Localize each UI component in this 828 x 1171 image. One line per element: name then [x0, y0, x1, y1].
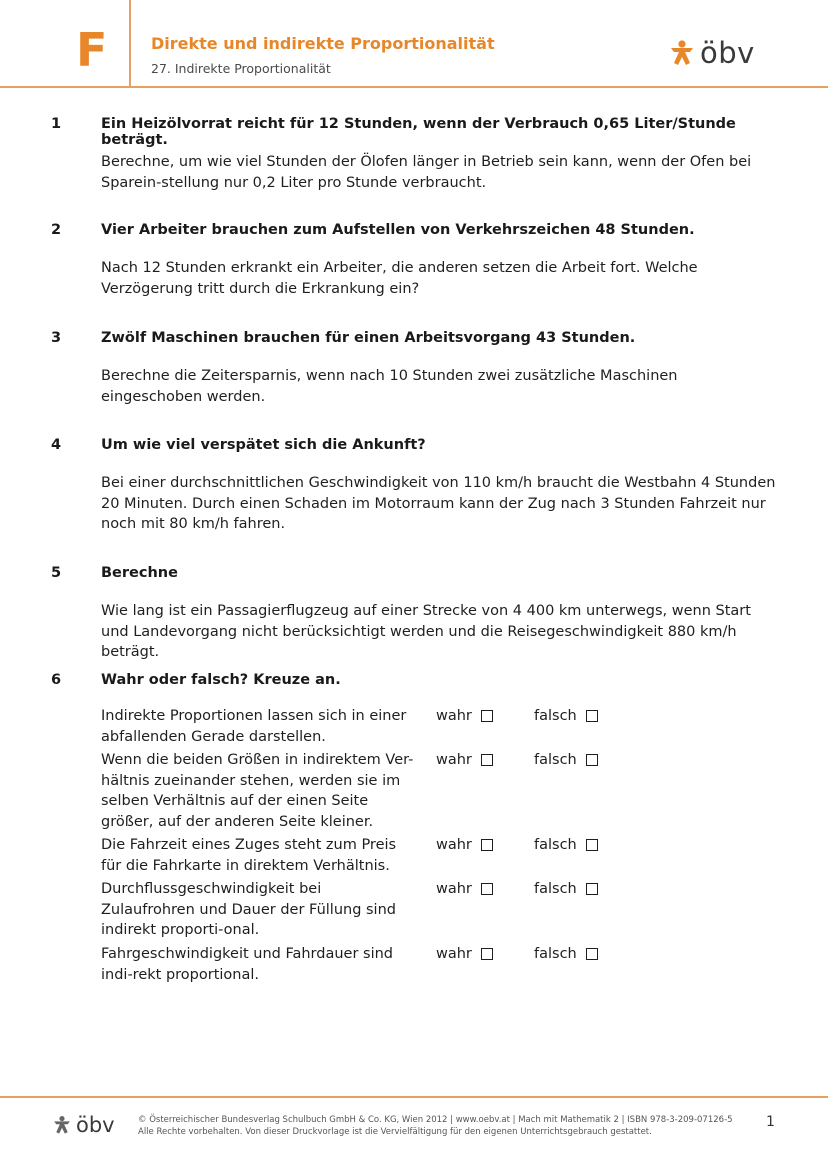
task-number: 6 — [51, 672, 62, 688]
false-checkbox[interactable] — [586, 710, 598, 722]
option-false-label: falsch — [534, 881, 577, 897]
option-true[interactable] — [436, 944, 493, 965]
header-divider — [129, 0, 131, 86]
task-heading: Wahr oder falsch? Kreuze an. — [101, 672, 341, 688]
page-title: Direkte und indirekte Proportionalität — [151, 34, 495, 53]
option-false[interactable] — [534, 835, 598, 856]
task-body: Bei einer durchschnittlichen Geschwindigkeit von 110 km/h braucht die Westbahn 4 Stunden 20 Minuten. Durch einen Schaden im Motorraum kann der Zug nach 3 Stunden Fahrzeit nur noch mit 80 km/h fahren. — [101, 475, 776, 532]
true-checkbox[interactable] — [481, 883, 493, 895]
page-header — [0, 0, 828, 88]
option-true[interactable] — [436, 706, 493, 727]
task-heading: Ein Heizölvorrat reicht für 12 Stunden, wenn der Verbrauch 0,65 Liter/Stunde beträgt. — [101, 116, 736, 148]
task-heading: Zwölf Maschinen brauchen für einen Arbeitsvorgang 43 Stunden. — [101, 330, 636, 346]
option-false[interactable] — [534, 706, 598, 727]
copyright-line-2: Alle Rechte vorbehalten. Von dieser Druckvorlage ist die Vervielfältigung für den eigenen Unterrichtsgebrauch gestattet. — [138, 1127, 652, 1137]
header-rule — [0, 86, 828, 88]
task-number: 3 — [51, 330, 62, 346]
footer-rule — [0, 1096, 828, 1098]
statement-text: Die Fahrzeit eines Zuges steht zum Preis für die Fahrkarte in direktem Verhältnis. — [101, 837, 397, 874]
option-true[interactable] — [436, 835, 493, 856]
option-false[interactable] — [534, 944, 598, 965]
option-true[interactable] — [436, 879, 493, 900]
option-false[interactable] — [534, 750, 598, 771]
statement-text: Durchflussgeschwindigkeit bei Zulaufrohren und Dauer der Füllung sind indirekt proporti-onal. — [101, 881, 396, 938]
option-true-label: wahr — [436, 837, 472, 853]
false-checkbox[interactable] — [586, 883, 598, 895]
task-heading: Berechne — [101, 565, 178, 581]
footer-copyright — [138, 1114, 748, 1138]
false-checkbox[interactable] — [586, 839, 598, 851]
page-number: 1 — [766, 1114, 775, 1130]
option-false-label: falsch — [534, 837, 577, 853]
option-false-label: falsch — [534, 946, 577, 962]
task-body: Nach 12 Stunden erkrankt ein Arbeiter, die anderen setzen die Arbeit fort. Welche Verzögerung tritt durch die Erkrankung ein? — [101, 260, 698, 297]
option-true-label: wahr — [436, 881, 472, 897]
task-heading: Vier Arbeiter brauchen zum Aufstellen von Verkehrszeichen 48 Stunden. — [101, 222, 695, 238]
task-heading: Um wie viel verspätet sich die Ankunft? — [101, 437, 426, 453]
task-body: Berechne, um wie viel Stunden der Ölofen länger in Betrieb sein kann, wenn der Ofen bei Sparein-stellung nur 0,2 Liter pro Stunde verbraucht. — [101, 154, 752, 191]
footer-logo — [52, 1114, 115, 1136]
true-checkbox[interactable] — [481, 839, 493, 851]
option-false[interactable] — [534, 879, 598, 900]
footer-logo-icon — [52, 1115, 72, 1135]
option-false-label: falsch — [534, 752, 577, 768]
page-subtitle: 27. Indirekte Proportionalität — [151, 61, 331, 76]
task-number: 2 — [51, 222, 62, 238]
chapter-letter: F — [76, 23, 108, 77]
true-checkbox[interactable] — [481, 948, 493, 960]
option-false-label: falsch — [534, 708, 577, 724]
option-true-label: wahr — [436, 752, 472, 768]
option-true[interactable] — [436, 750, 493, 771]
publisher-logo-text: öbv — [700, 36, 755, 70]
task-number: 1 — [51, 116, 62, 132]
task-body: Wie lang ist ein Passagierflugzeug auf einer Strecke von 4 400 km unterwegs, wenn Start und Landevorgang nicht berücksichtigt werden und die Reisegeschwindigkeit 880 km/h beträgt. — [101, 603, 751, 660]
option-true-label: wahr — [436, 946, 472, 962]
footer-logo-text: öbv — [76, 1113, 115, 1137]
publisher-logo-icon — [668, 39, 696, 67]
option-true-label: wahr — [436, 708, 472, 724]
publisher-logo — [668, 38, 755, 68]
statement-text: Wenn die beiden Größen in indirektem Ver-hältnis zueinander stehen, werden sie im selben Verhältnis auf der einen Seite größer, auf der anderen Seite kleiner. — [101, 752, 414, 830]
false-checkbox[interactable] — [586, 754, 598, 766]
copyright-line-1: © Österreichischer Bundesverlag Schulbuch GmbH & Co. KG, Wien 2012 | www.oebv.at | Mach mit Mathematik 2 | ISBN 978-3-209-07126-5 — [138, 1115, 733, 1125]
task-body: Berechne die Zeitersparnis, wenn nach 10 Stunden zwei zusätzliche Maschinen eingeschoben werden. — [101, 368, 678, 405]
statement-text: Indirekte Proportionen lassen sich in einer abfallenden Gerade darstellen. — [101, 708, 407, 745]
false-checkbox[interactable] — [586, 948, 598, 960]
task-number: 4 — [51, 437, 62, 453]
true-checkbox[interactable] — [481, 754, 493, 766]
true-checkbox[interactable] — [481, 710, 493, 722]
task-number: 5 — [51, 565, 62, 581]
statement-text: Fahrgeschwindigkeit und Fahrdauer sind indi-rekt proportional. — [101, 946, 394, 983]
